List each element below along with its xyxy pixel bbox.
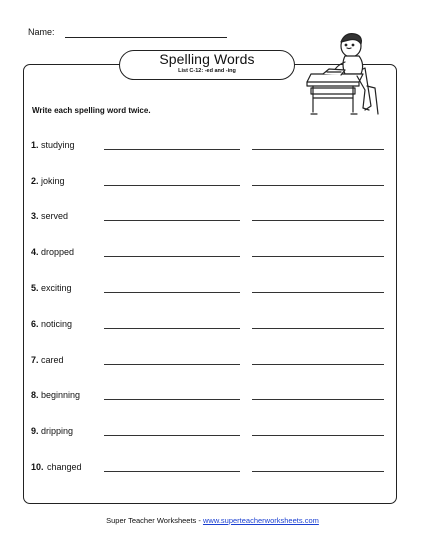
footer-link[interactable]: www.superteacherworksheets.com — [202, 516, 319, 525]
worksheet-title: Spelling Words — [159, 51, 255, 67]
word-number: 9. — [31, 426, 39, 436]
write-line-1[interactable] — [104, 220, 240, 221]
word-number: 10. — [31, 462, 44, 472]
word-number: 4. — [31, 247, 39, 257]
word-row-7 — [31, 355, 391, 369]
spelling-word: dropped — [41, 247, 75, 257]
write-line-2[interactable] — [252, 435, 384, 436]
spelling-word: changed — [47, 462, 82, 472]
word-number: 8. — [31, 390, 39, 400]
word-number: 6. — [31, 319, 39, 329]
spelling-word: beginning — [41, 390, 81, 400]
spelling-word: studying — [41, 140, 75, 150]
word-row-9 — [31, 426, 391, 440]
write-line-1[interactable] — [104, 435, 240, 436]
footer — [0, 516, 425, 525]
spelling-word: served — [41, 211, 69, 221]
word-row-5 — [31, 283, 391, 297]
title-banner — [119, 50, 295, 80]
word-row-2 — [31, 176, 391, 190]
write-line-1[interactable] — [104, 364, 240, 365]
spelling-word: dripping — [41, 426, 74, 436]
write-line-1[interactable] — [104, 256, 240, 257]
word-row-8 — [31, 390, 391, 404]
word-number: 2. — [31, 176, 39, 186]
write-line-2[interactable] — [252, 292, 384, 293]
write-line-1[interactable] — [104, 185, 240, 186]
word-row-4 — [31, 247, 391, 261]
word-number: 1. — [31, 140, 39, 150]
write-line-2[interactable] — [252, 185, 384, 186]
spelling-word: noticing — [41, 319, 73, 329]
word-number: 7. — [31, 355, 39, 365]
write-line-2[interactable] — [252, 220, 384, 221]
word-row-6 — [31, 319, 391, 333]
name-field-line[interactable] — [65, 37, 227, 38]
write-line-1[interactable] — [104, 328, 240, 329]
word-row-1 — [31, 140, 391, 154]
write-line-2[interactable] — [252, 471, 384, 472]
worksheet-subtitle: List C-12: -ed and -ing — [178, 68, 236, 74]
write-line-1[interactable] — [104, 292, 240, 293]
word-number: 3. — [31, 211, 39, 221]
spelling-word: cared — [41, 355, 64, 365]
write-line-2[interactable] — [252, 399, 384, 400]
footer-text: Super Teacher Worksheets - — [106, 516, 203, 525]
word-row-10 — [31, 462, 391, 476]
name-label: Name: — [28, 27, 55, 37]
write-line-2[interactable] — [252, 328, 384, 329]
instructions: Write each spelling word twice. — [32, 106, 151, 115]
spelling-word: joking — [41, 176, 65, 186]
write-line-2[interactable] — [252, 149, 384, 150]
spelling-word: exciting — [41, 283, 72, 293]
write-line-2[interactable] — [252, 256, 384, 257]
student-at-desk-icon — [305, 28, 387, 120]
word-number: 5. — [31, 283, 39, 293]
write-line-1[interactable] — [104, 149, 240, 150]
write-line-2[interactable] — [252, 364, 384, 365]
write-line-1[interactable] — [104, 471, 240, 472]
word-row-3 — [31, 211, 391, 225]
write-line-1[interactable] — [104, 399, 240, 400]
